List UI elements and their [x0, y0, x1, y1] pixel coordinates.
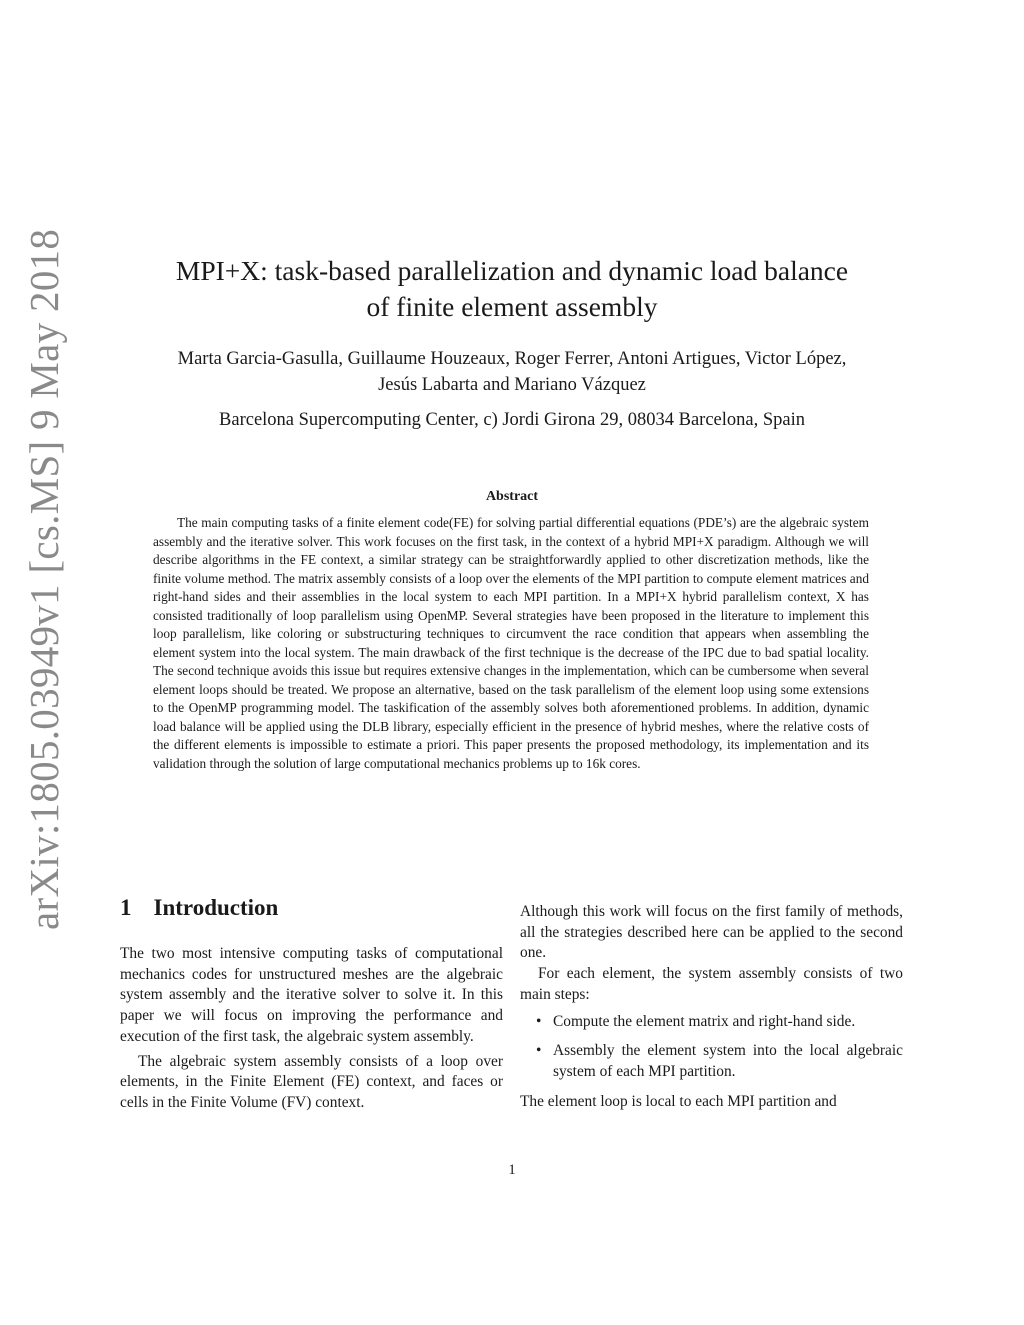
list-item-text: Compute the element matrix and right-hand side.	[553, 1012, 856, 1030]
section-number: 1	[120, 895, 132, 920]
affiliation: Barcelona Supercomputing Center, c) Jordi Girona 29, 08034 Barcelona, Spain	[219, 410, 805, 430]
paper-title-line-1: MPI+X: task-based parallelization and dynamic load balance	[175, 255, 849, 286]
intro-paragraph-5: The element loop is local to each MPI partition and	[520, 1092, 837, 1110]
paper-title-line-2: of finite element assembly	[366, 291, 658, 322]
list-item	[520, 1041, 903, 1082]
section-heading-introduction	[120, 895, 278, 921]
intro-paragraph-1: The two most intensive computing tasks of computational mechanics codes for unstructured meshes are the algebraic system assembly and the iterative solver to solve it. In this paper we will focus on improving the performance and execution of the first task, the algebraic system assembly.	[120, 945, 503, 1045]
intro-paragraph-3: Although this work will focus on the first family of methods, all the strategies described here can be applied to the second one.	[520, 903, 903, 962]
paper-title	[120, 253, 904, 325]
page-number: 1	[508, 1162, 516, 1178]
section-title: Introduction	[153, 895, 279, 920]
assembly-steps-list	[520, 1012, 903, 1083]
intro-paragraph-4: For each element, the system assembly consists of two main steps:	[520, 965, 903, 1003]
abstract-text: The main computing tasks of a finite element code(FE) for solving partial differential equations (PDE’s) are the algebraic system assembly and the iterative solver. This work focuses on the first task, in the context of a hybrid MPI+X paradigm. Although we will describe algorithms in the FE context, a similar strategy can be straightforwardly applied to other discretization methods, like the finite volume method. The matrix assembly consists of a loop over the elements of the MPI partition to compute element matrices and right-hand sides and their assemblies in the local system to each MPI partition. In a MPI+X hybrid parallelism context, X has consisted traditionally of loop parallelism using OpenMP. Several strategies have been proposed in the literature to implement this loop parallelism, like coloring or substructuring techniques to circumvent the race condition that appears when assembling the element system into the local system. The main drawback of the first technique is the decrease of the IPC due to bad spatial locality. The second technique avoids this issue but requires extensive changes in the implementation, which can be cumbersome when several element loops should be treated. We propose an alternative, based on the task parallelism of the element loop using some extensions to the OpenMP programming model. The taskification of the assembly solves both aforementioned problems. In addition, dynamic load balance will be applied using the DLB library, especially efficient in the presence of hybrid meshes, where the relative costs of the different elements is impossible to estimate a priori. This paper presents the proposed methodology, its implementation and its validation through the solution of large computational mechanics problems up to 16k cores.	[153, 515, 869, 771]
list-item	[520, 1012, 903, 1033]
author-list-line-2: Jesús Labarta and Mariano Vázquez	[378, 375, 646, 395]
intro-paragraph-2: The algebraic system assembly consists of a loop over elements, in the Finite Element (FE) context, and faces or cells in the Finite Volume (FV) context.	[120, 1052, 503, 1111]
abstract-heading: Abstract	[485, 489, 539, 504]
arxiv-identifier-stamp: arXiv:1805.03949v1 [cs.MS] 9 May 2018	[21, 228, 67, 930]
author-list-line-1: Marta Garcia-Gasulla, Guillaume Houzeaux, Roger Ferrer, Antoni Artigues, Victor López,	[177, 349, 847, 369]
bullet-icon: •	[536, 1042, 542, 1060]
list-item-text: Assembly the element system into the local algebraic system of each MPI partition.	[553, 1042, 903, 1080]
left-column	[120, 944, 503, 1114]
author-list	[100, 346, 924, 398]
right-column	[520, 902, 903, 1112]
bullet-icon: •	[536, 1012, 542, 1030]
